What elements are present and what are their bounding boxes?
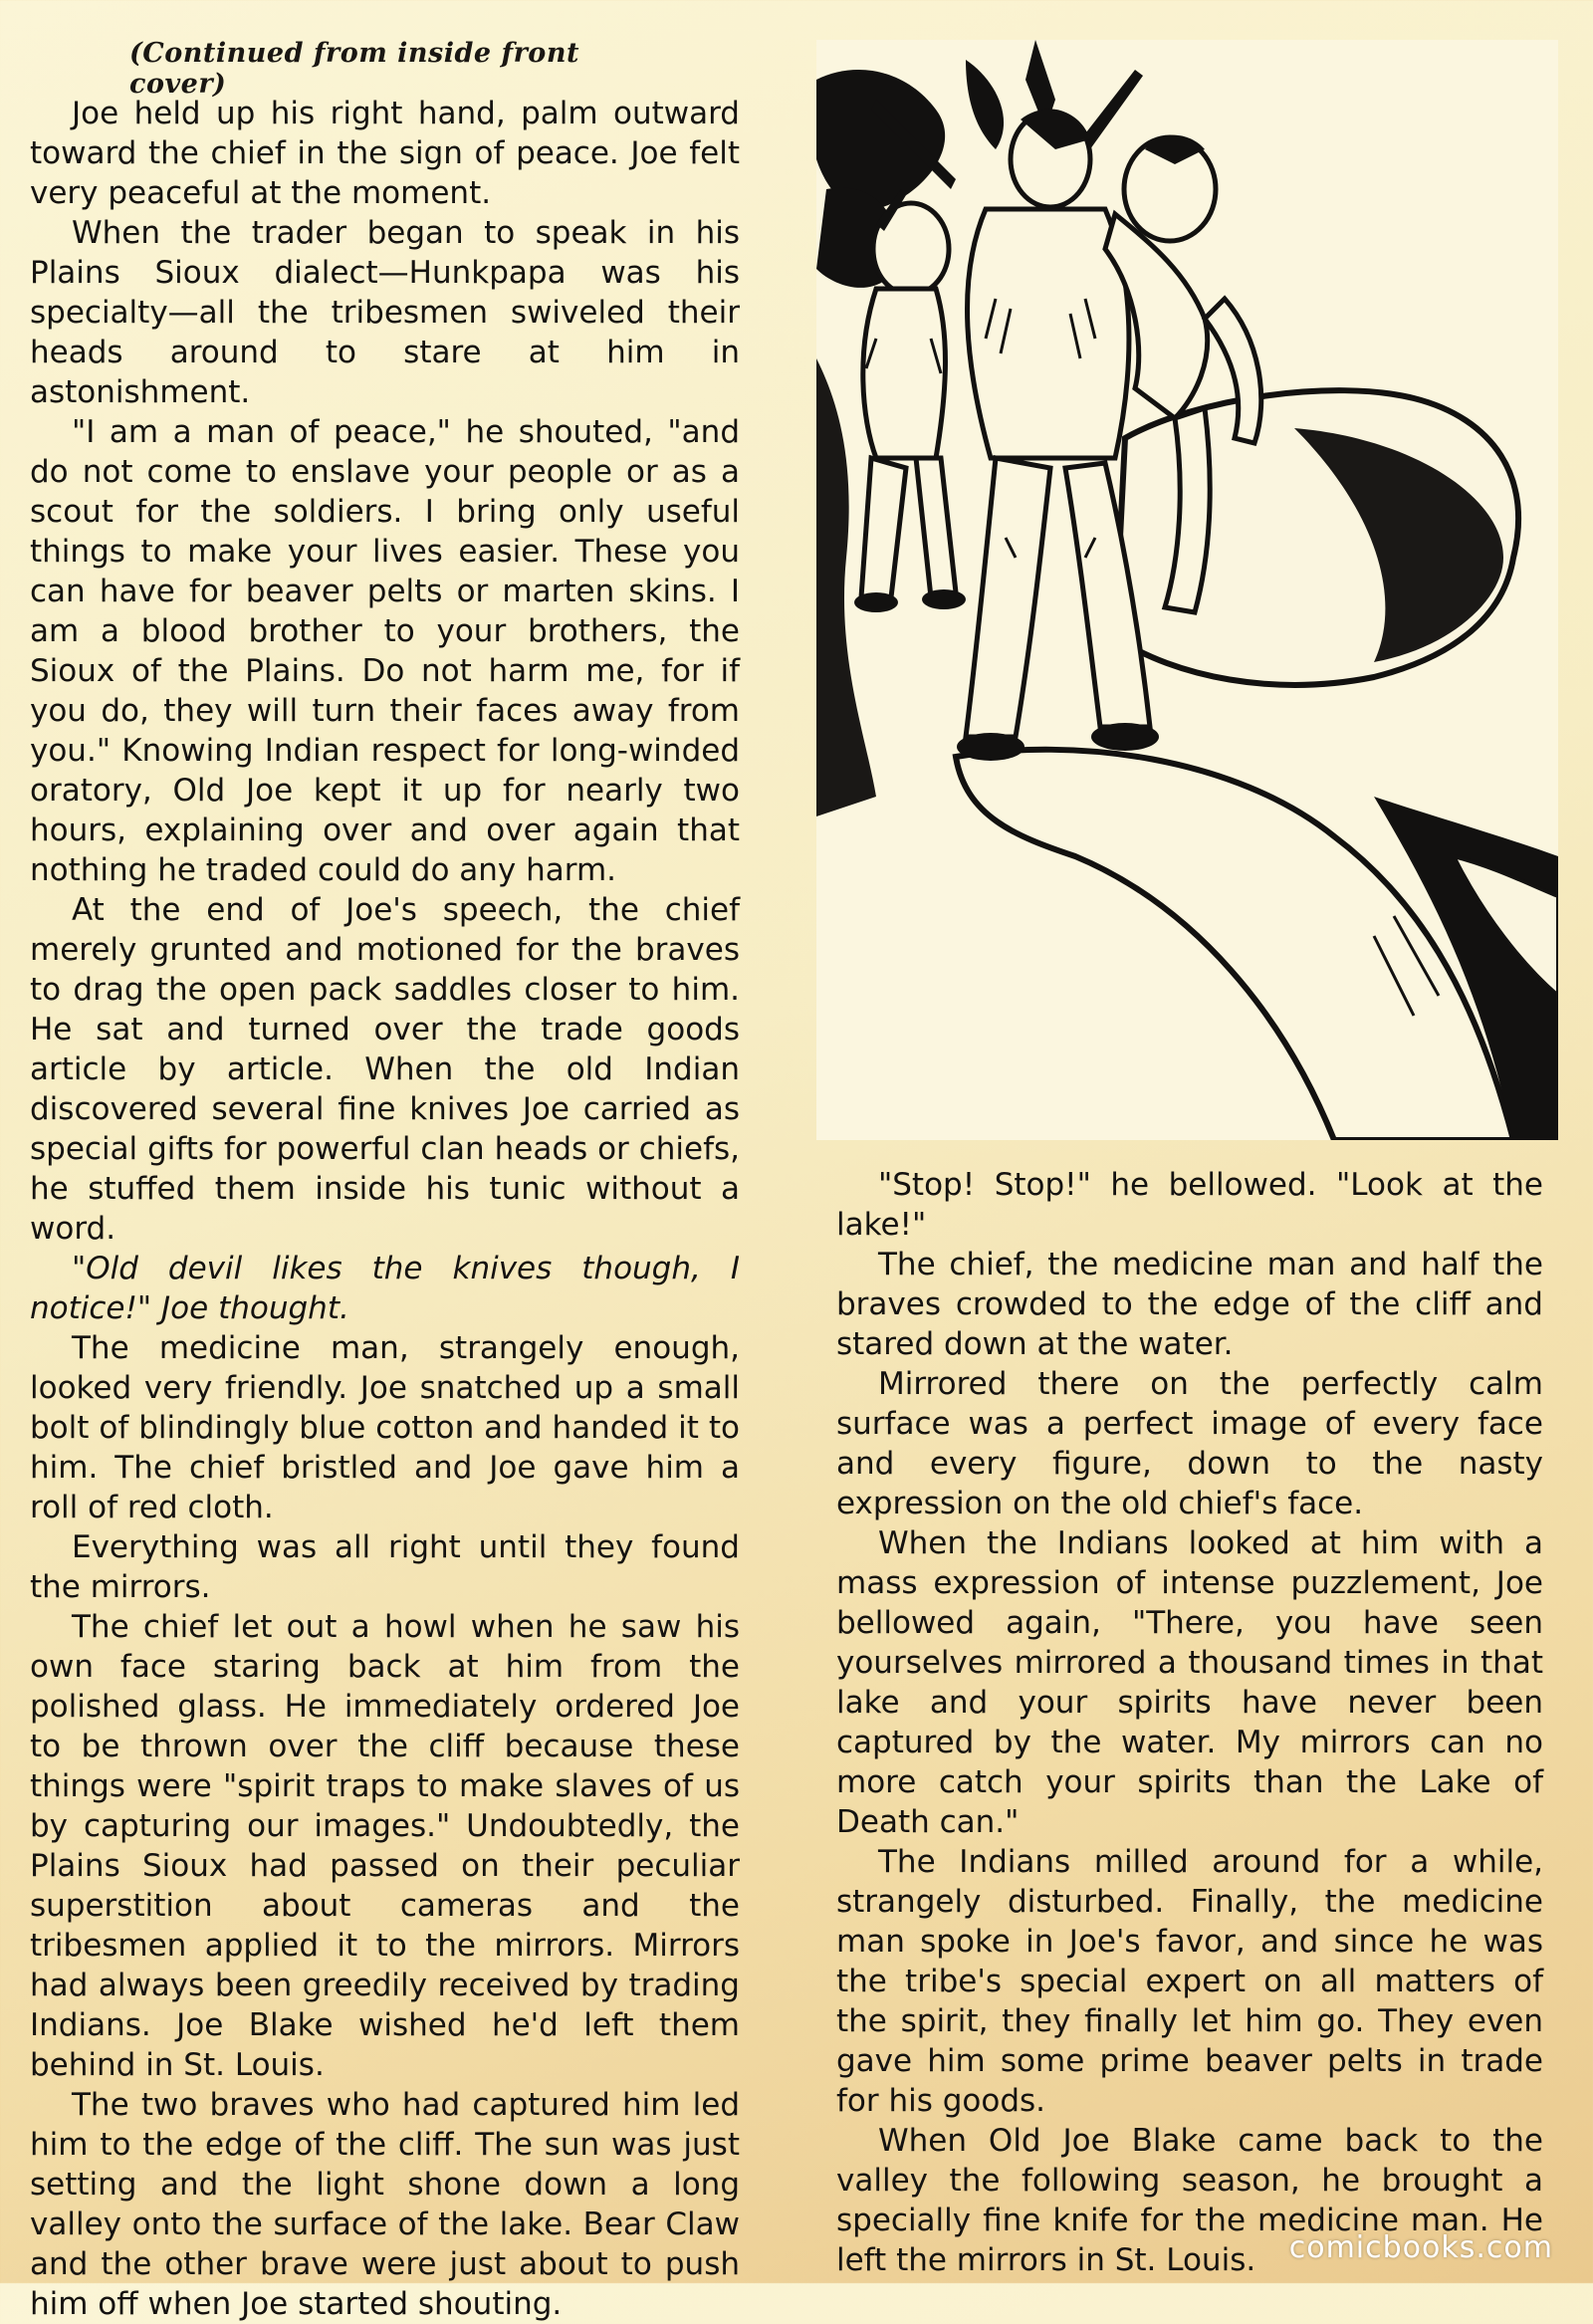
left-column-paragraph: When the trader began to speak in his Plains Sioux dialect—Hunkpapa was his specialty—all the tribesmen swiveled their heads around to stare at him in astonishment.	[30, 215, 740, 410]
right-column-paragraph: Mirrored there on the perfectly calm surface was a perfect image of every face and every figure, down to the nasty expression on the old chief's face.	[836, 1366, 1543, 1521]
right-column-paragraph: When the Indians looked at him with a mass expression of intense puzzlement, Joe bellowed again, "There, you have seen yourselves mirrored a thousand times in that lake and your spirits have never been captured by the water. My mirrors can no more catch your spirits than the Lake of Death can."	[836, 1525, 1543, 1840]
right-column-paragraph: The Indians milled around for a while, strangely disturbed. Finally, the medicine man spoke in Joe's favor, and since he was the tribe's special expert on all matters of the spirit, they finally let him go. They even gave him some prime beaver pelts in trade for his goods.	[836, 1844, 1543, 2119]
left-column-paragraph: "Old devil likes the knives though, I notice!" Joe thought.	[30, 1251, 740, 1326]
right-column-paragraph: The chief, the medicine man and half the braves crowded to the edge of the cliff and stared down at the water.	[836, 1247, 1543, 1362]
watermark: comicbooks.com	[1288, 2230, 1553, 2265]
continued-note: (Continued from inside front cover)	[129, 38, 579, 100]
right-column-paragraph: "Stop! Stop!" he bellowed. "Look at the lake!"	[836, 1167, 1543, 1243]
illustration-braves-carrying-joe	[816, 40, 1558, 1140]
left-column-paragraph: The medicine man, strangely enough, looked very friendly. Joe snatched up a small bolt of blindingly blue cotton and handed it to him. The chief bristled and Joe gave him a roll of red cloth.	[30, 1330, 740, 1525]
left-column-paragraph: At the end of Joe's speech, the chief merely grunted and motioned for the braves to drag the open pack saddles closer to him. He sat and turned over the trade goods article by article. When the old Indian discovered several fine knives Joe carried as special gifts for powerful clan heads or chiefs, he stuffed them inside his tunic without a word.	[30, 892, 740, 1247]
ink-illustration	[816, 40, 1558, 1140]
left-column-paragraph: Joe held up his right hand, palm outward toward the chief in the sign of peace. Joe felt very peaceful at the moment.	[30, 96, 740, 211]
left-column-paragraph: The chief let out a howl when he saw his own face staring back at him from the polished glass. He immediately ordered Joe to be thrown over the cliff because these things were "spirit traps to make slaves of us by capturing our images." Undoubtedly, the Plains Sioux had passed on their peculiar superstition about cameras and the tribesmen applied it to the mirrors. Mirrors had always been greedily received by trading Indians. Joe Blake wished he'd left them behind in St. Louis.	[30, 1609, 740, 2083]
left-column-paragraph: Everything was all right until they found the mirrors.	[30, 1529, 740, 1605]
left-column-paragraph: "I am a man of peace," he shouted, "and do not come to enslave your people or as a scout for the soldiers. I bring only useful things to make your lives easier. These you can have for beaver pelts or marten skins. I am a blood brother to your brothers, the Sioux of the Plains. Do not harm me, for if you do, they will turn their faces away from you." Knowing Indian respect for long-winded oratory, Old Joe kept it up for nearly two hours, explaining over and over again that nothing he traded could do any harm.	[30, 414, 740, 888]
right-column-paragraph: When Old Joe Blake came back to the valley the following season, he brought a specially fine knife for the medicine man. He left the mirrors in St. Louis.	[836, 2123, 1543, 2278]
left-text-column	[30, 94, 740, 2324]
right-text-column	[836, 1165, 1543, 2280]
left-column-paragraph: The two braves who had captured him led him to the edge of the cliff. The sun was just setting and the light shone down a long valley onto the surface of the lake. Bear Claw and the other brave were just about to push him off when Joe started shouting.	[30, 2087, 740, 2322]
